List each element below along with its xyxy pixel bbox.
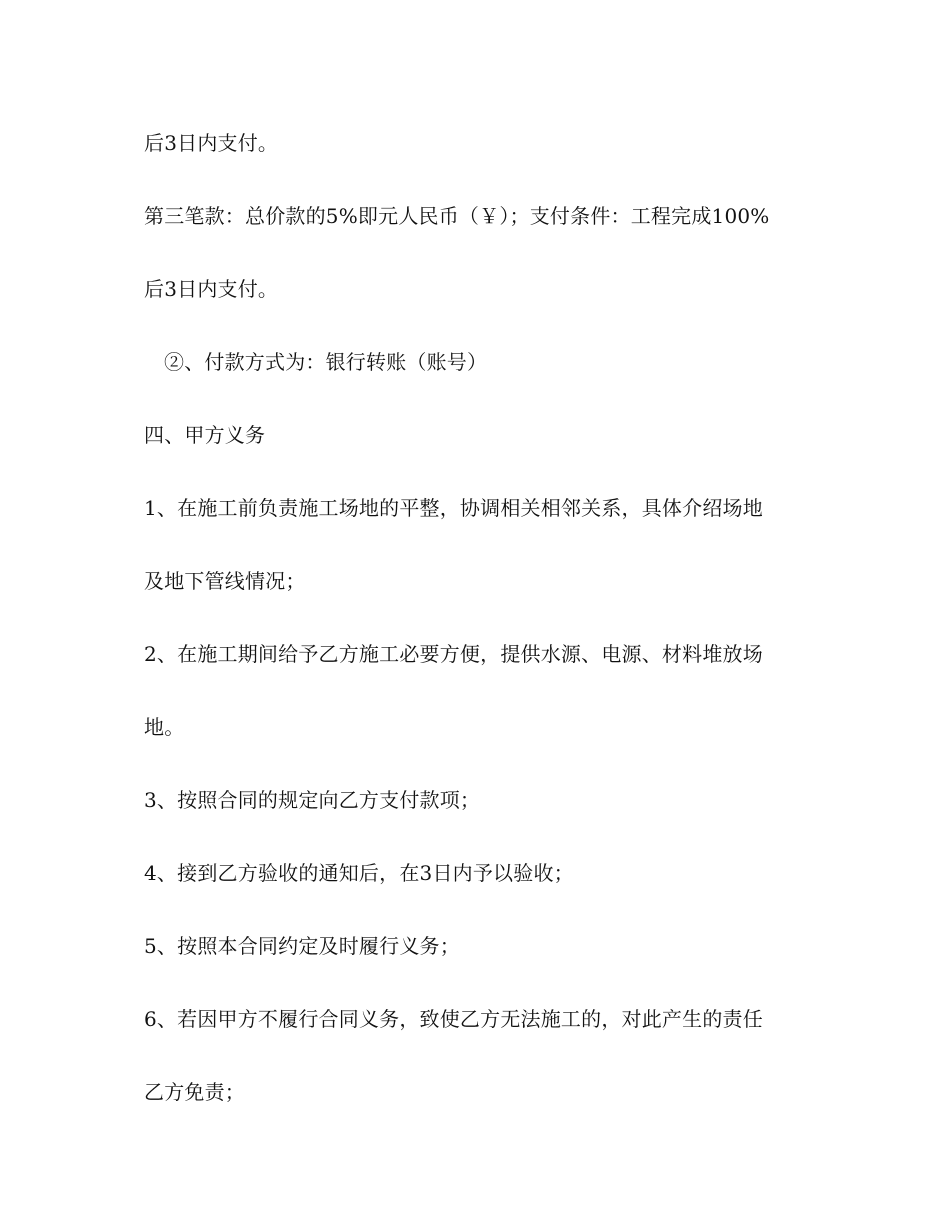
text-line: 2、在施工期间给予乙方施工必要方便，提供水源、电源、材料堆放场 xyxy=(144,642,763,666)
text-line: 后3日内支付。 xyxy=(144,277,279,301)
text-line: 4、接到乙方验收的通知后，在3日内予以验收； xyxy=(144,861,574,885)
text-line: 及地下管线情况； xyxy=(144,569,306,593)
text-line: 3、按照合同的规定向乙方支付款项； xyxy=(144,788,481,812)
section-heading: 四、甲方义务 xyxy=(144,423,266,447)
text-line: 6、若因甲方不履行合同义务，致使乙方无法施工的，对此产生的责任 xyxy=(144,1007,763,1031)
text-line: ②、付款方式为：银行转账（账号） xyxy=(164,350,488,374)
text-line: 1、在施工前负责施工场地的平整，协调相关相邻关系，具体介绍场地 xyxy=(144,496,763,520)
text-line: 地。 xyxy=(144,715,185,739)
text-line: 后3日内支付。 xyxy=(144,131,279,155)
text-line: 5、按照本合同约定及时履行义务； xyxy=(144,934,460,958)
text-line: 第三笔款：总价款的5%即元人民币（￥）；支付条件：工程完成100% xyxy=(144,204,770,228)
text-line: 乙方免责； xyxy=(144,1080,245,1104)
